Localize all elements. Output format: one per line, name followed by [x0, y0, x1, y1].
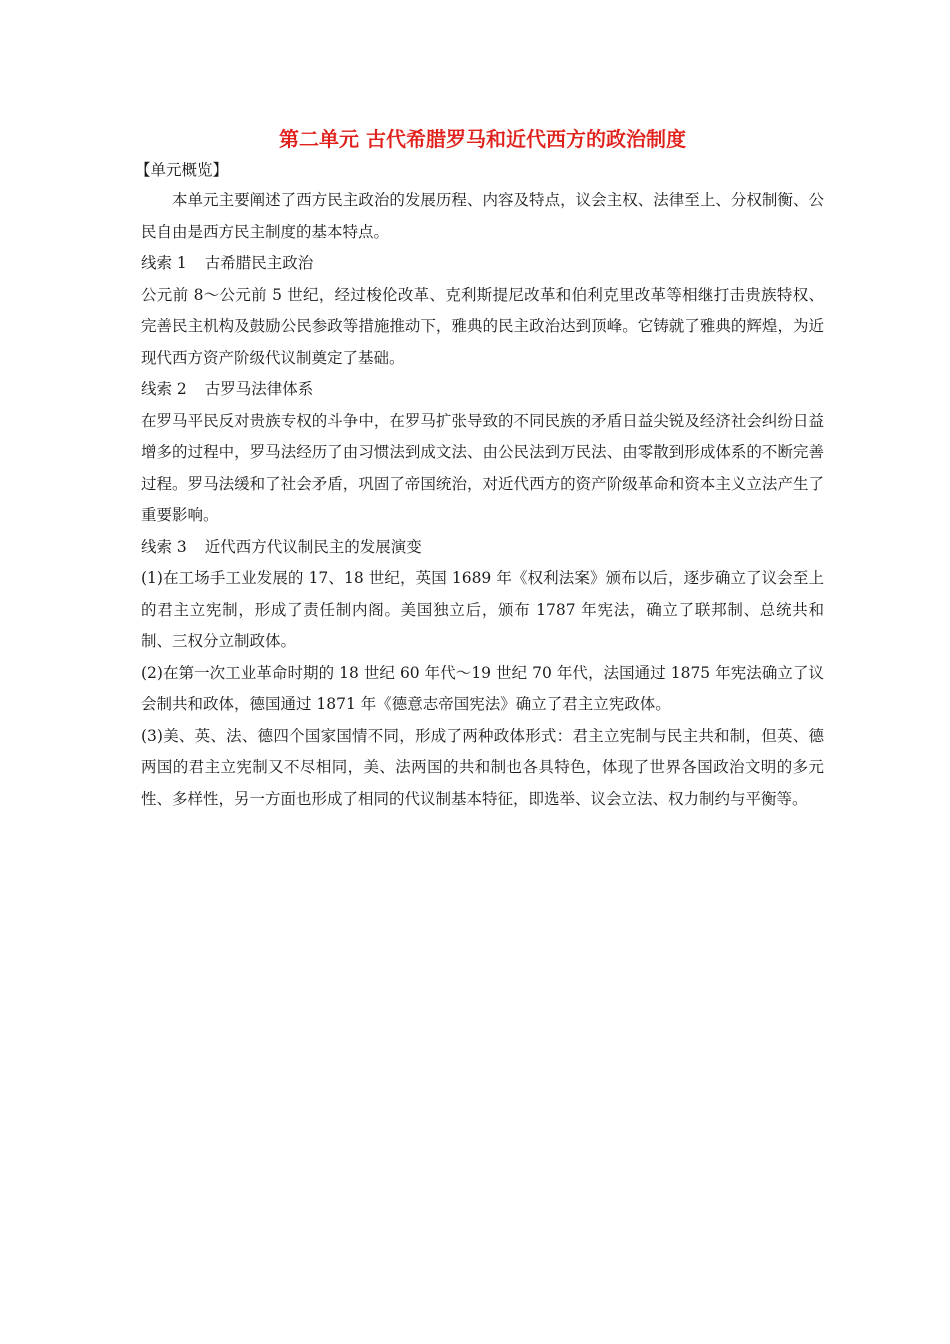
document-content	[135, 121, 824, 815]
clue-3-heading	[141, 532, 824, 564]
clue-1-paragraph-1: 公元前 8～公元前 5 世纪，经过梭伦改革、克利斯提尼改革和伯利克里改革等相继打击贵族特权、完善民主机构及鼓励公民参政等措施推动下，雅典的民主政治达到顶峰。它铸就了雅典的辉煌，为近现代西方资产阶级代议制奠定了基础。	[141, 285, 824, 367]
clue-3-paragraph-2: (2)在第一次工业革命时期的 18 世纪 60 年代～19 世纪 70 年代，法国通过 1875 年宪法确立了议会制共和政体，德国通过 1871 年《德意志帝国宪法》确立了君主立宪政体。	[141, 663, 824, 713]
clue-3-label: 线索 3	[141, 537, 187, 556]
clue-2-paragraph-1: 在罗马平民反对贵族专权的斗争中，在罗马扩张导致的不同民族的矛盾日益尖锐及经济社会纠纷日益增多的过程中，罗马法经历了由习惯法到成文法、由公民法到万民法、由零散到形成体系的不断完善过程。罗马法缓和了社会矛盾，巩固了帝国统治，对近代西方的资产阶级革命和资本主义立法产生了重要影响。	[141, 411, 824, 524]
clue-2-label: 线索 2	[141, 380, 187, 398]
overview-heading: 【单元概览】	[135, 161, 229, 179]
clue-2-name: 古罗马法律体系	[204, 380, 314, 398]
unit-title: 第二单元 古代希腊罗马和近代西方的政治制度	[279, 127, 686, 151]
clue-1-name: 古希腊民主政治	[204, 254, 314, 272]
clue-1-heading	[141, 248, 824, 280]
overview-intro: 本单元主要阐述了西方民主政治的发展历程、内容及特点，议会主权、法律至上、分权制衡、公民自由是西方民主制度的基本特点。	[141, 191, 824, 241]
clue-3-paragraph-3: (3)美、英、法、德四个国家国情不同，形成了两种政体形式：君主立宪制与民主共和制，但英、德两国的君主立宪制又不尽相同，美、法两国的共和制也各具特色，体现了世界各国政治文明的多元性、多样性，另一方面也形成了相同的代议制基本特征，即选举、议会立法、权力制约与平衡等。	[141, 726, 824, 808]
clue-3-paragraph-1: (1)在工场手工业发展的 17、18 世纪，英国 1689 年《权利法案》颁布以后，逐步确立了议会至上的君主立宪制，形成了责任制内阁。美国独立后，颁布 1787 年宪法，确立了联邦制、总统共和制、三权分立制政体。	[141, 569, 824, 650]
clue-3-name: 近代西方代议制民主的发展演变	[204, 537, 422, 556]
clue-2-heading	[141, 374, 824, 406]
clue-1-label: 线索 1	[141, 254, 187, 272]
